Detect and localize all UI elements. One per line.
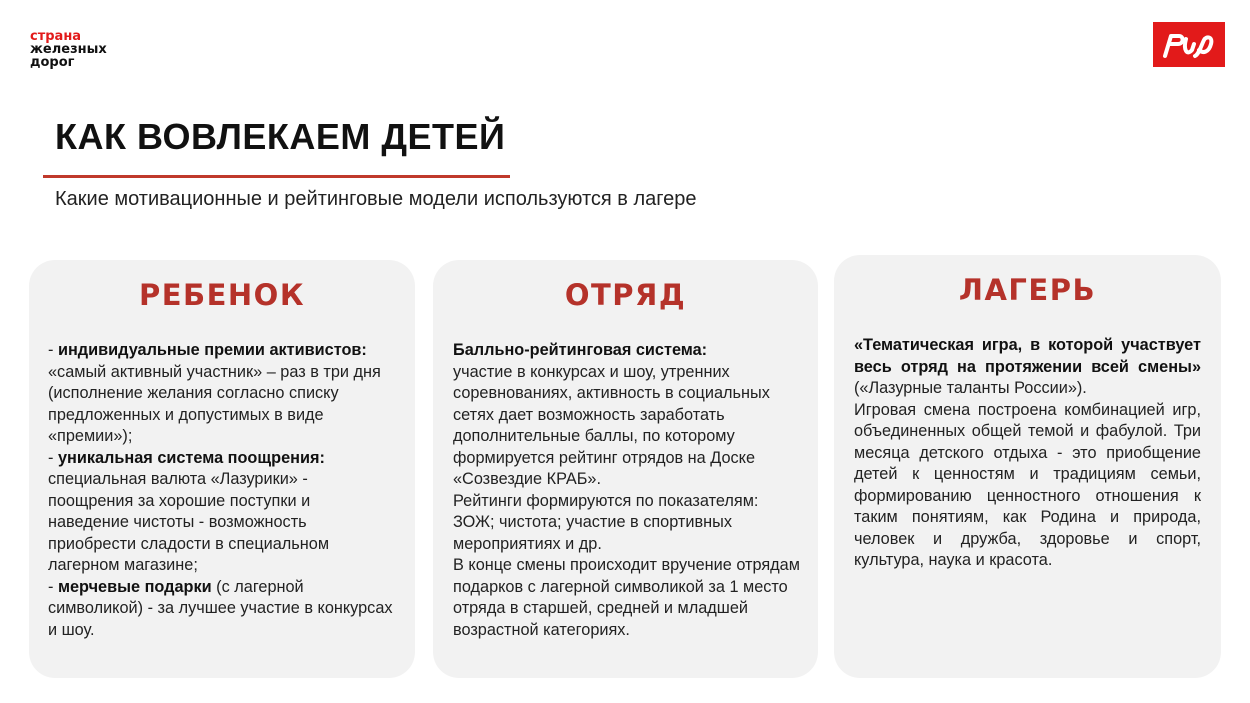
bold-term: мерчевые подарки [57,577,212,596]
bold-term: «Тематическая игра, в которой участвует весь отряд на протяжении всей смены» [854,336,1201,376]
card-body [854,335,1201,572]
bullet-dash: - [48,448,58,467]
bold-term: Балльно-рейтинговая система: [453,341,708,359]
card-heading: РЕБЕНОК [138,278,306,312]
body-text: Рейтинги формируются по показателям: ЗОЖ; чистота; участие в спортивных мероприятиях и др. [453,491,759,553]
page-subtitle: Какие мотивационные и рейтинговые модели используются в лагере [55,188,697,210]
brand-wordmark [30,30,107,69]
body-text: В конце смены происходит вручение отрядам подарков с лагерной символикой за 1 место отряда в старшей, средней и младшей возрастной категориях. [453,556,800,639]
body-text: Игровая смена построена комбинацией игр, объединенных общей темой и фабулой. Три месяца детского отдыха - это приобщение детей к ценностям и традициям семьи, формированию ценностного отношения к таким понятиям, как Родина и природа, человек и дружба, здоровье и спорт, культура, наука и красота. [854,400,1201,569]
card-body [48,340,393,641]
card-heading: ЛАГЕРЬ [958,273,1097,307]
body-text: участие в конкурсах и шоу, утренних соревнованиях, активность в социальных сетях дает возможность заработать дополнительные баллы, по которому формируется рейтинг отрядов на Доске «Созвездие КРАБ». [453,362,770,488]
bullet-dash: - [48,341,58,359]
body-text: («Лазурные таланты России»). [854,379,1087,397]
brand-line-2: железных [30,42,107,57]
body-text: специальная валюта «Лазурики» - поощрения за хорошие поступки и наведение чистоты - возможность приобрести сладости в специальном лагерном магазине; [48,470,330,574]
rzd-logo-icon [1153,22,1225,67]
body-text: «самый активный участник» – раз в три дня (исполнение желания согласно списку предложенных и допустимых в виде «премии»); [48,362,381,445]
title-underline [43,175,510,178]
card-squad [433,260,818,678]
card-child [29,260,415,678]
card-body [453,340,803,641]
card-camp [834,255,1221,678]
page-title: КАК ВОВЛЕКАЕМ ДЕТЕЙ [55,116,506,157]
body-text: (с лагерной символикой) - за лучшее участие в конкурсах и шоу. [48,577,393,639]
bold-term: индивидуальные премии активистов: [57,341,367,359]
bold-term: уникальная система поощрения: [57,448,325,467]
bullet-dash: - [48,577,58,596]
brand-line-3: дорог [30,55,75,70]
brand-line-1: страна [30,29,82,44]
card-heading: ОТРЯД [564,278,687,312]
